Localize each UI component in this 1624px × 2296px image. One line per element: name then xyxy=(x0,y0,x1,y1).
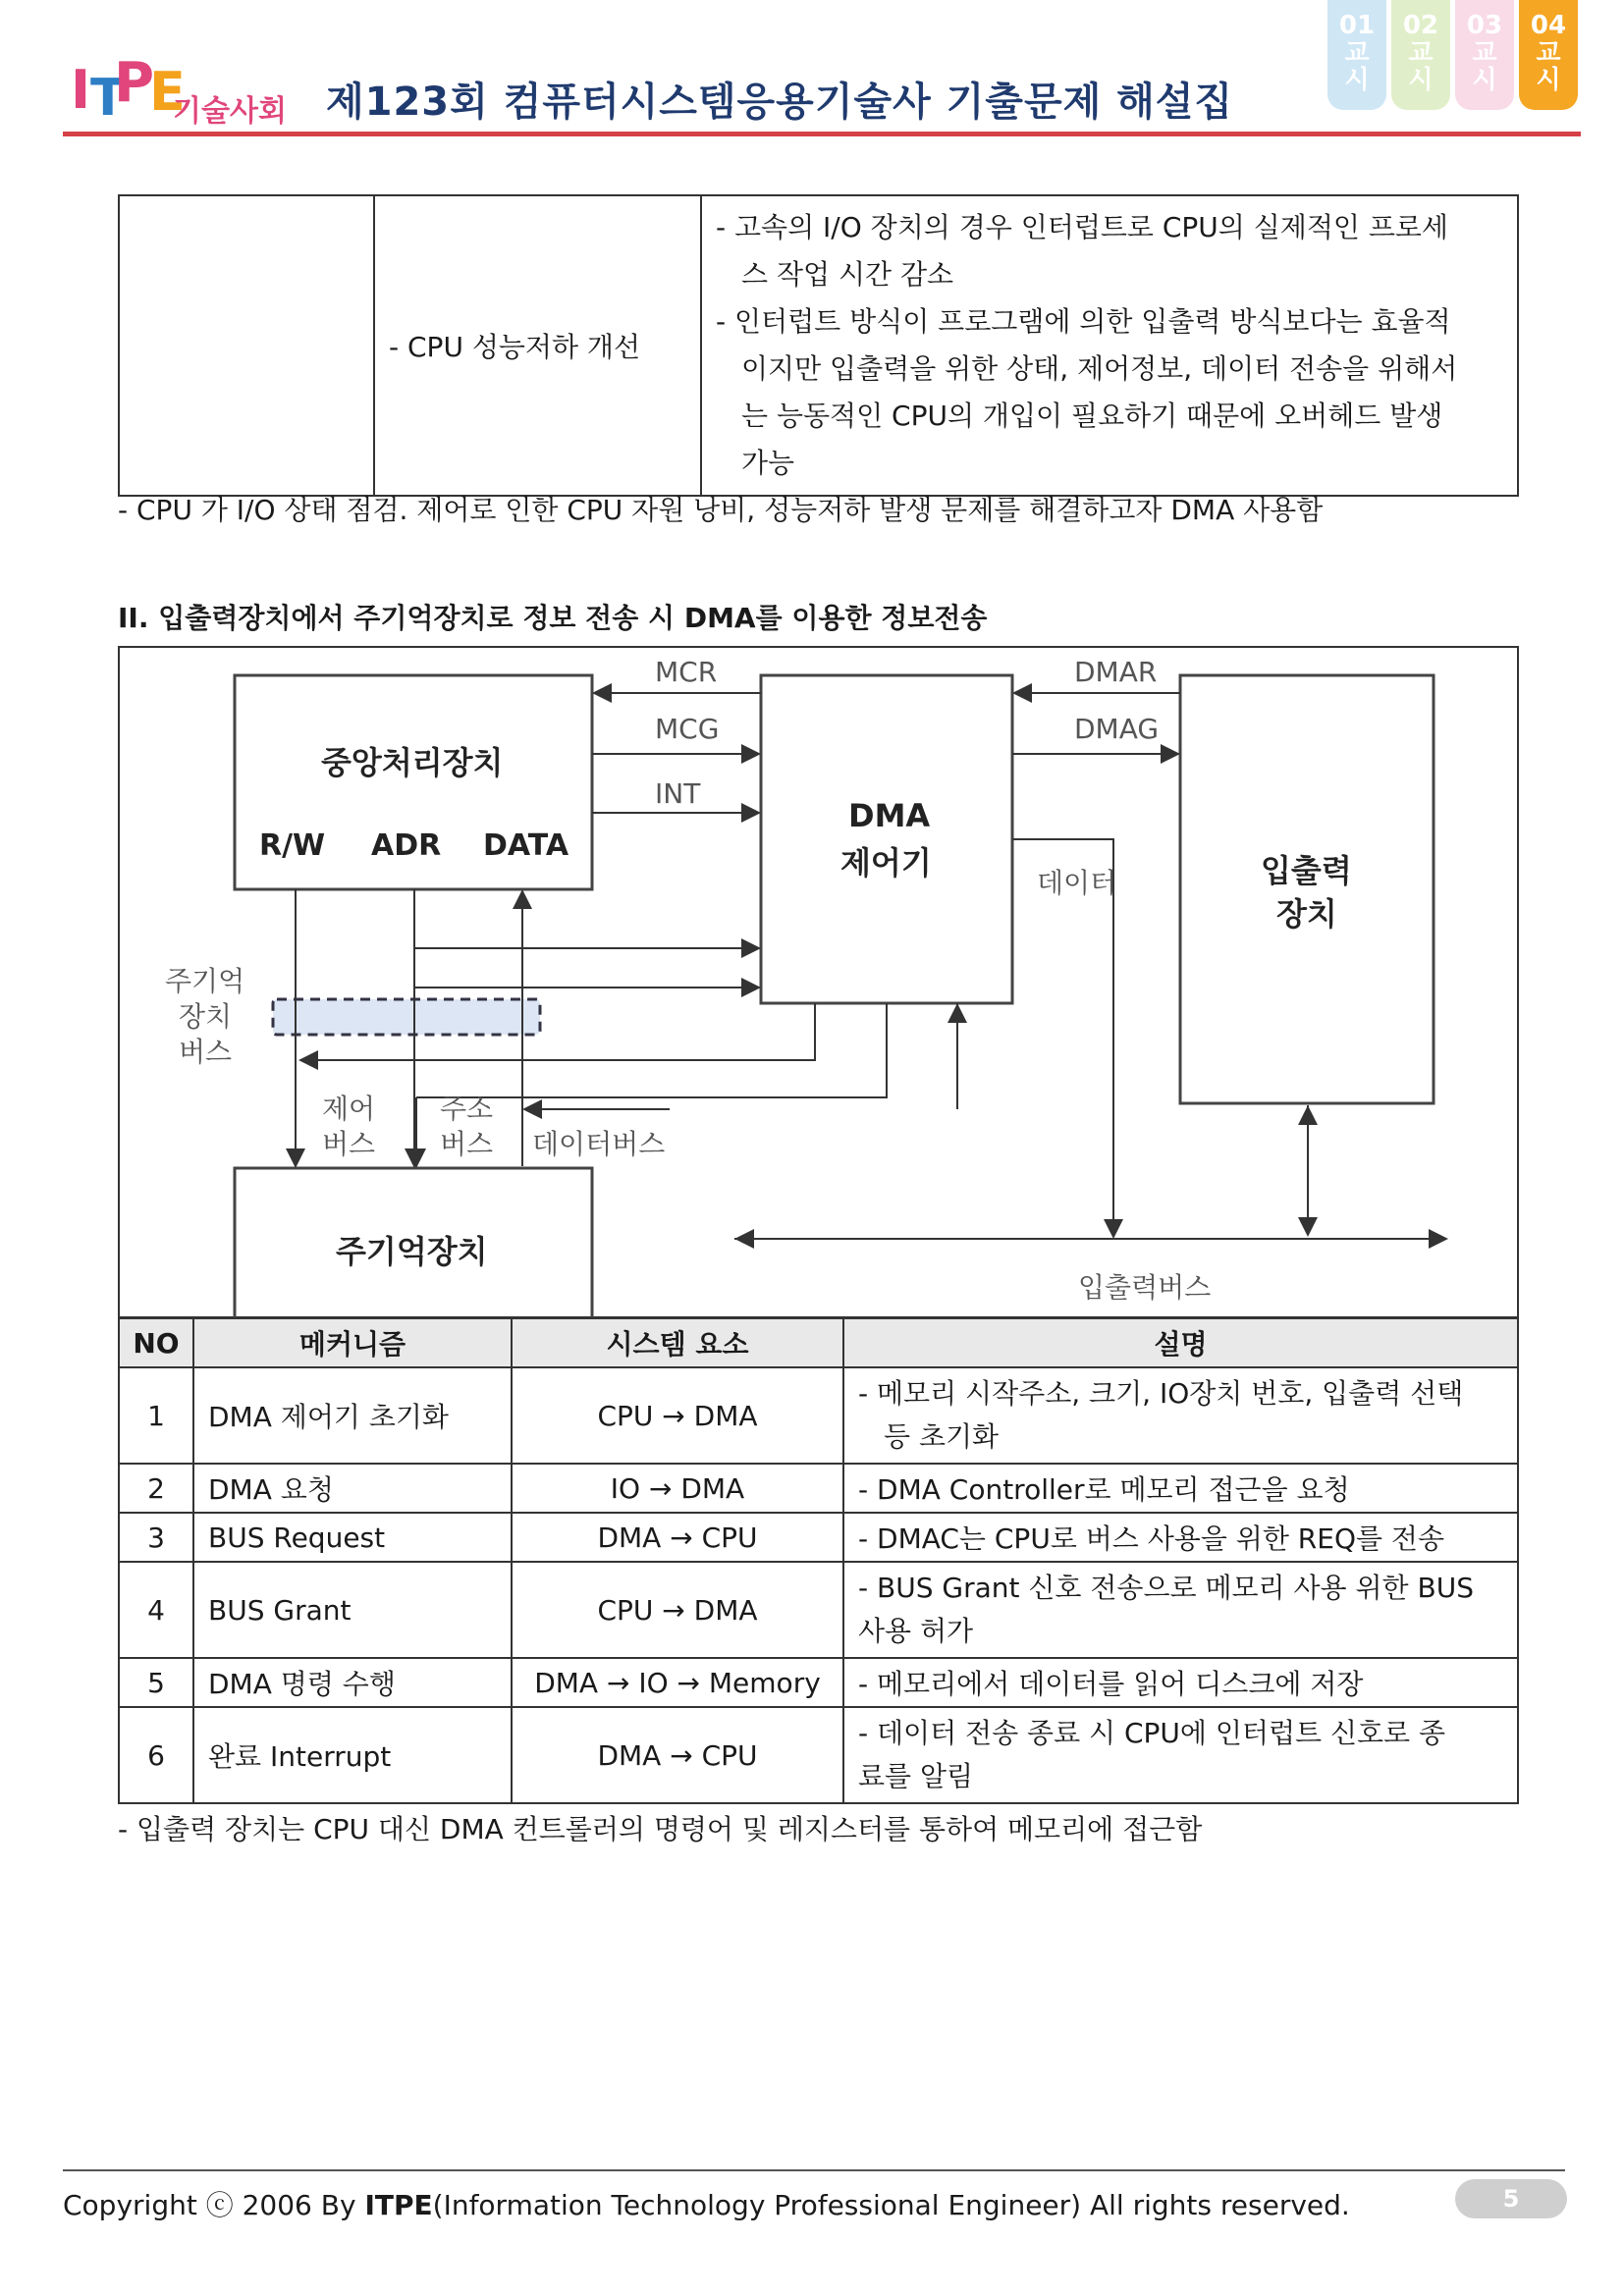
cell-mechanism: DMA 명령 수행 xyxy=(193,1658,512,1707)
address-bus-label-2: 버스 xyxy=(440,1128,494,1160)
cell-description xyxy=(843,1562,1518,1658)
header-system: 시스템 요소 xyxy=(512,1318,843,1367)
table-row xyxy=(119,195,1518,496)
table-row xyxy=(119,1513,1518,1562)
cell-mechanism: DMA 제어기 초기화 xyxy=(193,1367,512,1464)
dma-controller-title: DMA xyxy=(848,797,931,834)
cell-description xyxy=(843,1658,1518,1707)
tab-number: 04 xyxy=(1530,11,1567,40)
tab-char: 시 xyxy=(1408,66,1434,95)
description-line: 등 초기화 xyxy=(884,1420,1000,1453)
description-line: 사용 허가 xyxy=(858,1615,974,1647)
bullet-line: 이지만 입출력을 위한 상태, 제어정보, 데이터 전송을 위해서 xyxy=(741,352,1458,385)
table-row xyxy=(119,1658,1518,1707)
cell-description xyxy=(843,1367,1518,1464)
cell-mechanism: BUS Grant xyxy=(193,1562,512,1658)
cell-no: 2 xyxy=(119,1464,193,1513)
cell-no: 5 xyxy=(119,1658,193,1707)
tab-session-03[interactable] xyxy=(1455,0,1514,110)
bullet-line: - 인터럽트 방식이 프로그램에 의한 입출력 방식보다는 효율적 xyxy=(716,305,1451,338)
memory-bus-label-3: 버스 xyxy=(179,1036,233,1068)
cell-no: 3 xyxy=(119,1513,193,1562)
description-line: - DMAC는 CPU로 버스 사용을 위한 REQ를 전송 xyxy=(858,1522,1445,1555)
cpu-title: 중앙처리장치 xyxy=(321,744,504,781)
cell-no: 6 xyxy=(119,1707,193,1803)
tab-session-04[interactable] xyxy=(1519,0,1578,110)
dma-diagram xyxy=(118,646,1519,1318)
header-rule xyxy=(63,132,1581,136)
tab-char: 시 xyxy=(1344,66,1370,95)
signal-mcr: MCR xyxy=(655,656,718,688)
tab-number: 01 xyxy=(1338,11,1376,40)
bullet-line: 가능 xyxy=(741,447,795,479)
control-bus-label-2: 버스 xyxy=(322,1128,376,1160)
cell-description xyxy=(843,1464,1518,1513)
header-mechanism: 메커니즘 xyxy=(193,1318,512,1367)
signal-dmar: DMAR xyxy=(1074,656,1158,688)
header-description: 설명 xyxy=(843,1318,1518,1367)
cell-system: DMA → CPU xyxy=(512,1707,843,1803)
address-bus-label-1: 주소 xyxy=(440,1093,494,1125)
logo-subtitle: 기술사회 xyxy=(173,94,287,129)
cell-no: 4 xyxy=(119,1562,193,1658)
dma-controller-subtitle: 제어기 xyxy=(840,844,932,881)
empty-cell xyxy=(119,195,374,496)
cell-description xyxy=(843,1513,1518,1562)
bullet-line: 스 작업 시간 감소 xyxy=(741,258,954,291)
tab-number: 02 xyxy=(1402,11,1439,40)
description-line: - 메모리에서 데이터를 읽어 디스크에 저장 xyxy=(858,1668,1364,1700)
logo-letter-t: T xyxy=(90,69,126,128)
copyright-brand: ITPE xyxy=(364,2189,433,2221)
note-line: - 입출력 장치는 CPU 대신 DMA 컨트롤러의 명령어 및 레지스터를 통하여 메모리에 접근함 xyxy=(118,1813,1203,1845)
memory-bus-label-1: 주기억 xyxy=(165,965,245,997)
table-row xyxy=(119,1367,1518,1464)
description-line: - 메모리 시작주소, 크기, IO장치 번호, 입출력 선택 xyxy=(858,1377,1464,1410)
description-line: - BUS Grant 신호 전송으로 메모리 사용 위한 BUS xyxy=(858,1572,1474,1604)
cell-system: IO → DMA xyxy=(512,1464,843,1513)
copyright-text xyxy=(63,2184,1350,2223)
cell-no: 1 xyxy=(119,1367,193,1464)
data-signal-label: 데이터 xyxy=(1037,867,1117,899)
table-row xyxy=(119,1707,1518,1803)
bullet-line: - 고속의 I/O 장치의 경우 인터럽트로 CPU의 실제적인 프로세 xyxy=(716,211,1448,243)
mechanism-table xyxy=(118,1317,1519,1804)
tab-char: 시 xyxy=(1472,66,1497,95)
cell-system: DMA → CPU xyxy=(512,1513,843,1562)
io-bus-label: 입출력버스 xyxy=(1078,1271,1212,1304)
table-header-row xyxy=(119,1318,1518,1367)
note-line: - CPU 가 I/O 상태 점검. 제어로 인한 CPU 자원 낭비, 성능저하 발생 문제를 해결하고자 DMA 사용함 xyxy=(118,494,1324,526)
tab-session-01[interactable] xyxy=(1327,0,1386,110)
footer-rule xyxy=(63,2169,1565,2171)
cell-description xyxy=(843,1707,1518,1803)
table-cell xyxy=(374,195,701,496)
tab-char: 시 xyxy=(1536,66,1561,95)
intro-table xyxy=(118,194,1519,497)
tab-session-02[interactable] xyxy=(1391,0,1450,110)
table-row xyxy=(119,1562,1518,1658)
table-cell xyxy=(701,195,1518,496)
cell-system: CPU → DMA xyxy=(512,1367,843,1464)
section-title: II. 입출력장치에서 주기억장치로 정보 전송 시 DMA를 이용한 정보전송 xyxy=(118,602,988,634)
cpu-rw-label: R/W xyxy=(259,828,326,863)
data-bus-label: 데이터버스 xyxy=(532,1128,666,1160)
signal-dmag: DMAG xyxy=(1074,713,1160,745)
logo-letter-e: E xyxy=(149,61,186,123)
tab-char: 교 xyxy=(1536,38,1561,68)
tab-char: 교 xyxy=(1408,38,1434,68)
copyright-suffix: (Information Technology Professional Engineer) All rights reserved. xyxy=(432,2189,1350,2221)
logo-letter-i: I xyxy=(71,59,87,121)
page-title: 제123회 컴퓨터시스템응용기술사 기출문제 해설집 xyxy=(326,80,1234,125)
bullet-line: 는 능동적인 CPU의 개입이 필요하기 때문에 오버헤드 발생 xyxy=(741,400,1443,432)
signal-int: INT xyxy=(655,777,701,810)
tab-char: 교 xyxy=(1472,38,1497,68)
page-number: 5 xyxy=(1455,2179,1567,2218)
cpu-data-label: DATA xyxy=(483,828,569,863)
cell-mechanism: 완료 Interrupt xyxy=(193,1707,512,1803)
copyright-prefix: Copyright ⓒ 2006 By xyxy=(63,2189,365,2221)
cell-mechanism: BUS Request xyxy=(193,1513,512,1562)
cell-mechanism: DMA 요청 xyxy=(193,1464,512,1513)
memory-title: 주기억장치 xyxy=(336,1233,488,1270)
cell-system: DMA → IO → Memory xyxy=(512,1658,843,1707)
tab-number: 03 xyxy=(1466,11,1503,40)
io-device-subtitle: 장치 xyxy=(1276,895,1337,933)
logo-letter-p: P xyxy=(114,51,155,115)
table-row xyxy=(119,1464,1518,1513)
description-line: - 데이터 전송 종료 시 CPU에 인터럽트 신호로 종 xyxy=(858,1717,1446,1749)
description-line: - DMA Controller로 메모리 접근을 요청 xyxy=(858,1473,1350,1506)
io-device-title: 입출력 xyxy=(1261,852,1352,889)
tab-char: 교 xyxy=(1344,38,1370,68)
cell-system: CPU → DMA xyxy=(512,1562,843,1658)
memory-bus-label-2: 장치 xyxy=(179,1000,233,1033)
control-bus-label-1: 제어 xyxy=(322,1093,376,1125)
cpu-adr-label: ADR xyxy=(371,828,442,863)
signal-mcg: MCG xyxy=(655,713,720,745)
description-line: 료를 알림 xyxy=(858,1760,974,1792)
header-no: NO xyxy=(119,1318,193,1367)
cell-text: - CPU 성능저하 개선 xyxy=(389,331,641,363)
